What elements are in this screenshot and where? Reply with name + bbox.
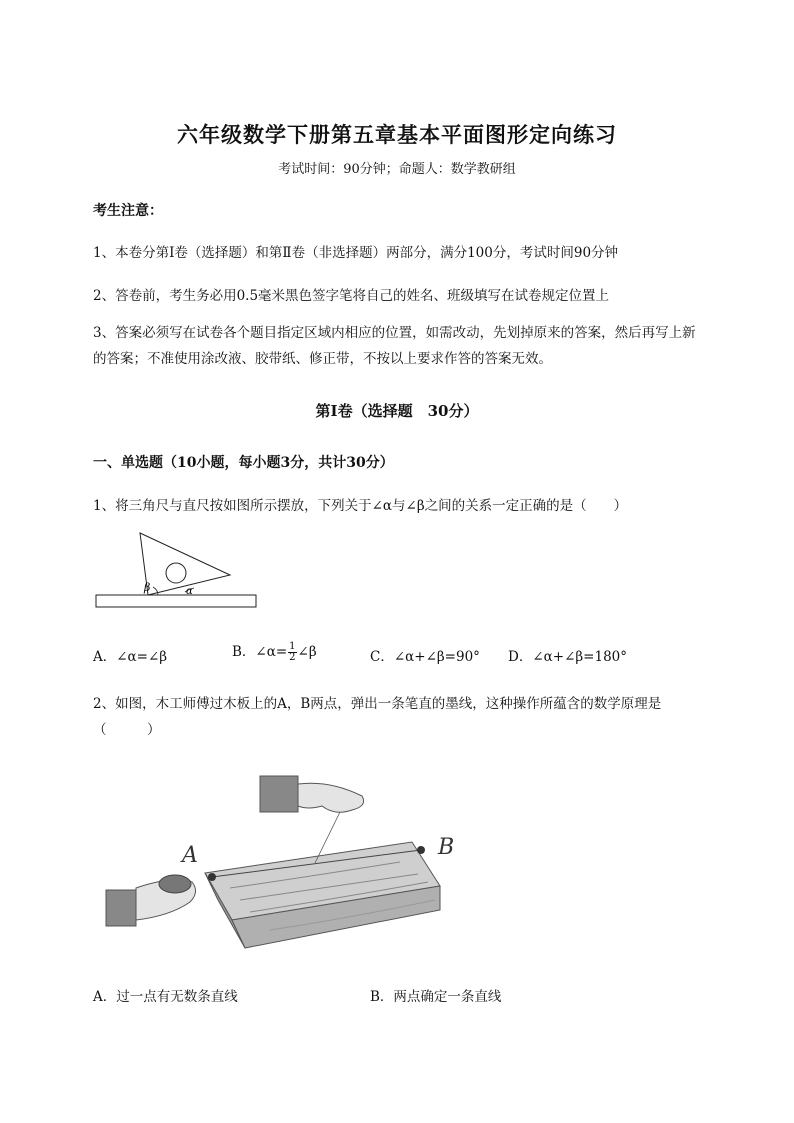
fraction-denominator: 2	[289, 652, 296, 663]
part-heading: 一、单选题（10小题，每小题3分，共计30分）	[93, 455, 394, 471]
q1-option-c: C．∠α+∠β=90°	[370, 649, 480, 665]
question-2-stem: 2、如图，木工师傅过木板上的A，B两点，弹出一条笔直的墨线，这种操作所蕴含的数学原理是	[93, 696, 662, 712]
point-b-label: B	[438, 835, 455, 860]
notice-heading: 考生注意：	[93, 203, 163, 219]
q1-option-b	[232, 640, 317, 663]
notice-item-1: 1、本卷分第I卷（选择题）和第Ⅱ卷（非选择题）两部分，满分100分，考试时间90分钟	[93, 245, 619, 261]
page-title: 六年级数学下册第五章基本平面图形定向练习	[177, 122, 617, 147]
hand-top	[298, 783, 364, 812]
q2-option-a: A．过一点有无数条直线	[93, 989, 238, 1005]
q1-option-a: A．∠α=∠β	[93, 649, 168, 665]
exam-info: 考试时间：90分钟；命题人：数学教研组	[278, 162, 516, 177]
sleeve-left	[106, 890, 136, 926]
q1-figure	[90, 530, 265, 612]
beta-label: β	[144, 581, 151, 594]
fraction-one-half	[288, 642, 296, 663]
point-a-label: A	[182, 843, 198, 868]
notice-item-3: 3、答案必须写在试卷各个题目指定区域内相应的位置，如需改动，先划掉原来的答案，然后再写上新的答案；不准使用涂改液、胶带纸、修正带，不按以上要求作答的答案无效。	[93, 325, 696, 367]
alpha-label: α	[186, 586, 193, 597]
sleeve-top	[260, 776, 298, 812]
question-1-stem: 1、将三角尺与直尺按如图所示摆放，下列关于∠α与∠β之间的关系一定正确的是（ ）	[93, 498, 628, 514]
q2-option-b: B．两点确定一条直线	[370, 989, 502, 1005]
question-2-blank: （ ）	[93, 722, 161, 738]
straight-ruler	[96, 595, 256, 607]
notice-item-2: 2、答卷前，考生务必用0.5毫米黑色签字笔将自己的姓名、班级填写在试卷规定位置上	[93, 288, 610, 304]
point-b-marker	[417, 846, 425, 854]
ink-pot	[159, 875, 191, 893]
q1-option-b-suffix: ∠β	[297, 644, 317, 660]
section-title: 第I卷（选择题 30分）	[315, 402, 479, 420]
q1-option-b-prefix: B．∠α=	[232, 644, 288, 660]
point-a-marker	[208, 873, 216, 881]
fraction-numerator: 1	[289, 641, 296, 652]
q1-option-d: D．∠α+∠β=180°	[508, 649, 628, 665]
q2-figure	[100, 770, 470, 950]
triangle-hole	[166, 563, 186, 583]
triangle-ruler	[140, 533, 230, 595]
